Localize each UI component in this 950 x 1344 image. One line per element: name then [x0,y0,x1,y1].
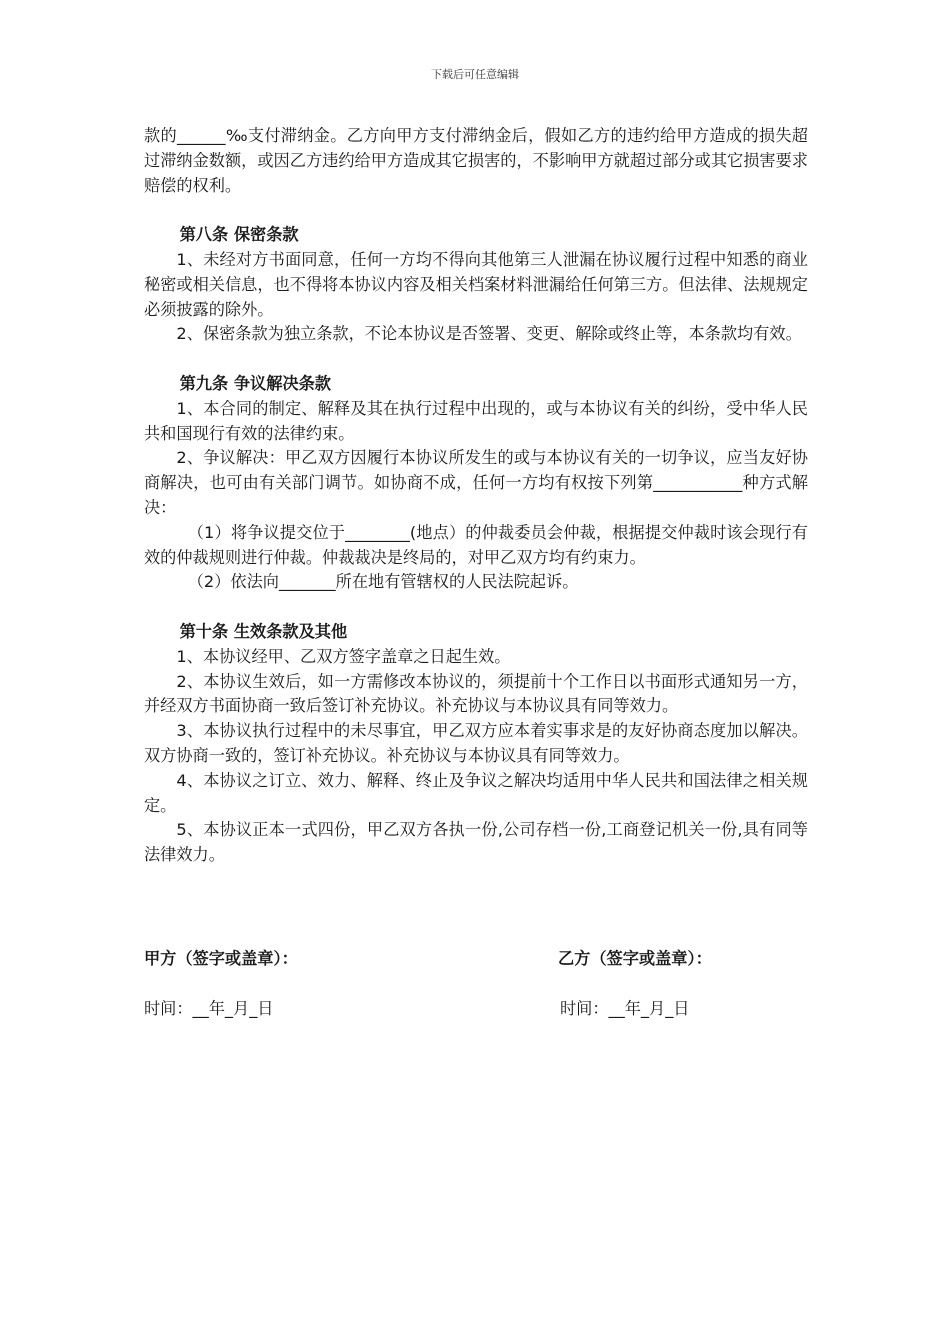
article-10-clause-2: 2、本协议生效后，如一方需修改本协议的，须提前十个工作日以书面形式通知另一方，并经双方书面协商一致后签订补充协议。补充协议与本协议具有同等效力。 [144,671,808,716]
article-8-clause-1: 1、未经对方书面同意，任何一方均不得向其他第三人泄漏在协议履行过程中知悉的商业秘密或相关信息，也不得将本协议内容及相关档案材料泄漏给任何第三方。但法律、法规规定必须披露的除外。 [144,249,808,319]
spacer [144,595,808,620]
article-10-clause-4: 4、本协议之订立、效力、解释、终止及争议之解决均适用中华人民共和国法律之相关规定。 [144,770,808,815]
party-a-date: 时间：__年_月_日 [144,999,274,1018]
signature-dates-row [144,997,808,1021]
article-8-clause-2: 2、保密条款为独立条款，不论本协议是否签署、变更、解除或终止等，本条款均有效。 [176,324,802,344]
spacer [144,198,808,223]
article-8-title: 第八条 保密条款 [179,225,299,245]
party-b-signature-label: 乙方（签字或盖章）： [558,949,712,968]
article-10-title: 第十条 生效条款及其他 [179,621,348,641]
date-block [144,997,808,1021]
article-9-clause-2: 2、争议解决：甲乙双方因履行本协议所发生的或与本协议有关的一切争议，应当友好协商解决，也可由有关部门调节。如协商不成，任何一方均有权按下列第___________种方式解决： [144,448,808,517]
article-9-option-2: （2）依法向_______所在地有管辖权的人民法院起诉。 [187,572,579,592]
article-9-option-1: （1）将争议提交位于________(地点）的仲裁委员会仲裁，根据提交仲裁时该会现行有效的仲裁规则进行仲裁。仲裁裁决是终局的，对甲乙双方均有约束力。 [144,522,808,567]
document-body [144,124,808,868]
article-9-title: 第九条 争议解决条款 [179,373,331,393]
article-10-clause-1: 1、本协议经甲、乙双方签字盖章之日起生效。 [176,646,511,666]
article-10-clause-3: 3、本协议执行过程中的未尽事宜，甲乙双方应本着实事求是的友好协商态度加以解决。双方协商一致的，签订补充协议。补充协议与本协议具有同等效力。 [144,721,808,765]
article-10-clause-5: 5、本协议正本一式四份，甲乙双方各执一份,公司存档一份,工商登记机关一份,具有同等法律效力。 [144,820,808,865]
article-9-clause-1: 1、本合同的制定、解释及其在执行过程中出现的，或与本协议有关的纠纷，受中华人民共和国现行有效的法律约束。 [144,398,808,443]
signature-block [144,947,808,971]
page-header: 下载后可任意编辑 [431,68,519,81]
spacer [144,347,808,372]
intro-paragraph: 款的______‰支付滞纳金。乙方向甲方支付滞纳金后，假如乙方的违约给甲方造成的损失超过滞纳金数额，或因乙方违约给甲方造成其它损害的，不影响甲方就超过部分或其它损害要求赔偿的权利。 [144,126,808,195]
party-b-date: 时间：__年_月_日 [560,999,690,1018]
signature-labels-row [144,947,808,971]
party-a-signature-label: 甲方（签字或盖章）： [144,949,298,968]
